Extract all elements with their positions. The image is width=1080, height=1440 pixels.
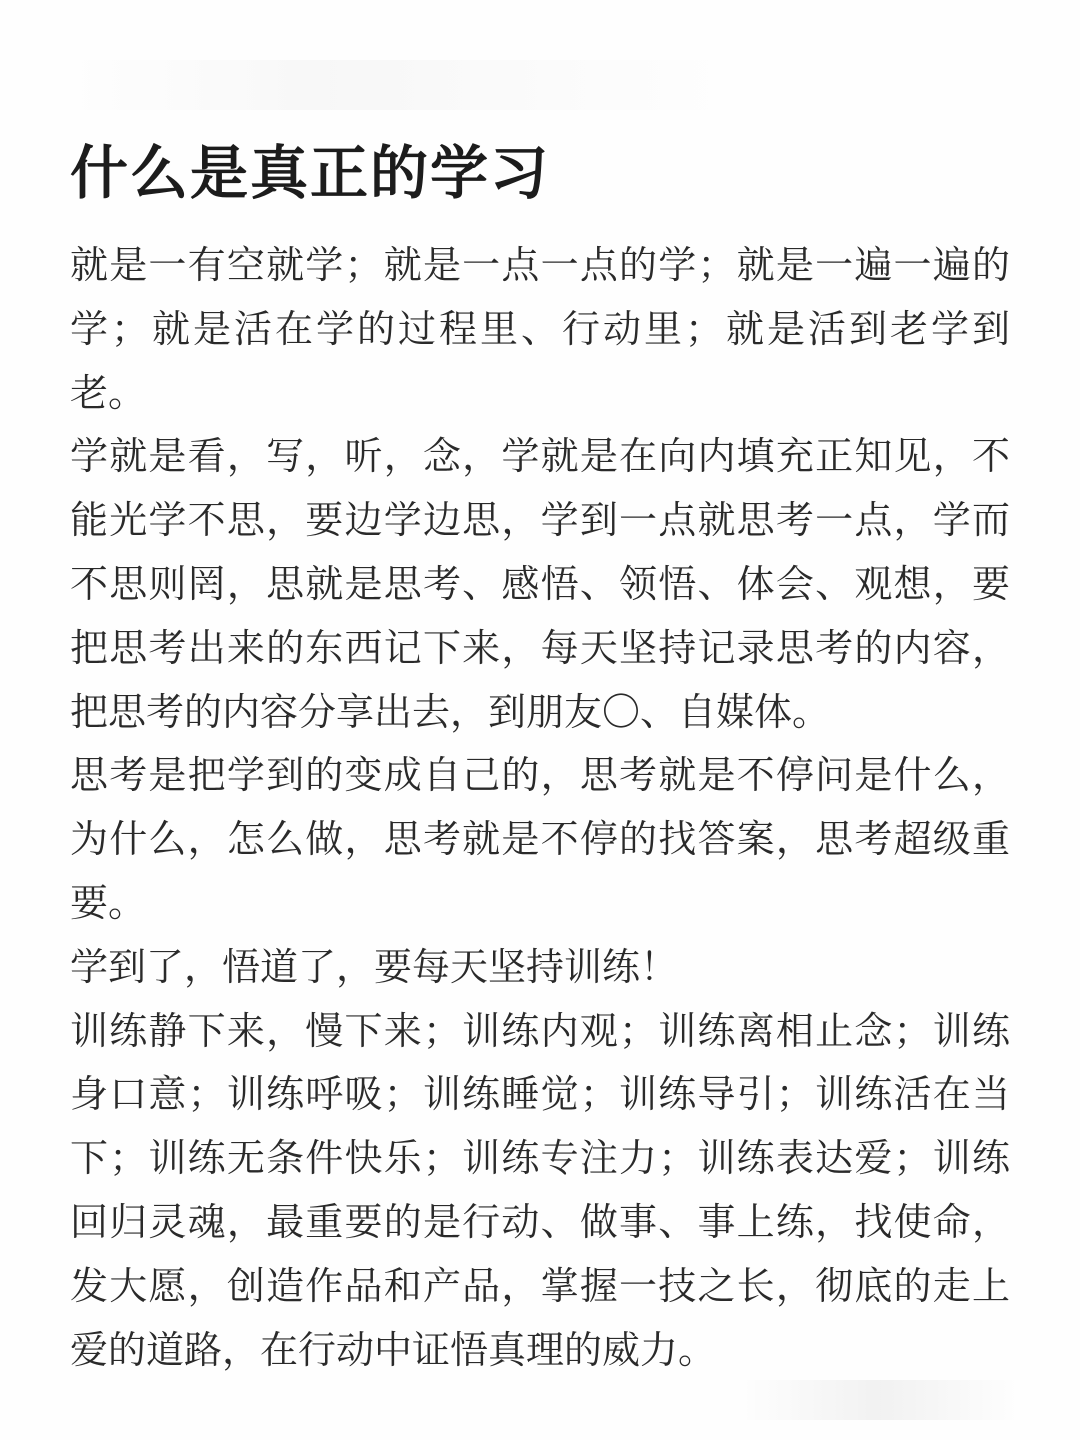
article-title: 什么是真正的学习	[70, 139, 551, 207]
article	[70, 130, 1010, 1382]
paragraph-2: 学就是看，写，听，念，学就是在向内填充正知见，不能光学不思，要边学边思，学到一点就思考一点，学而不思则罔，思就是思考、感悟、领悟、体会、观想，要把思考出来的东西记下来，每天坚持记录思考的内容，把思考的内容分享出去，到朋友〇、自媒体。	[70, 434, 1010, 734]
paragraph-1: 就是一有空就学；就是一点一点的学；就是一遍一遍的学；就是活在学的过程里、行动里；就是活到老学到老。	[70, 243, 1010, 415]
paragraph-5: 训练静下来，慢下来；训练内观；训练离相止念；训练身口意；训练呼吸；训练睡觉；训练导引；训练活在当下；训练无条件快乐；训练专注力；训练表达爱；训练回归灵魂，最重要的是行动、做事、事上练，找使命，发大愿，创造作品和产品，掌握一技之长，彻底的走上爱的道路，在行动中证悟真理的威力。	[70, 1008, 1010, 1372]
faint-header-residue	[60, 60, 740, 110]
watermark	[740, 1380, 1020, 1420]
paragraph-4: 学到了，悟道了，要每天坚持训练！	[70, 944, 679, 989]
paragraph-3: 思考是把学到的变成自己的，思考就是不停问是什么，为什么，怎么做，思考就是不停的找答案，思考超级重要。	[70, 753, 1010, 925]
